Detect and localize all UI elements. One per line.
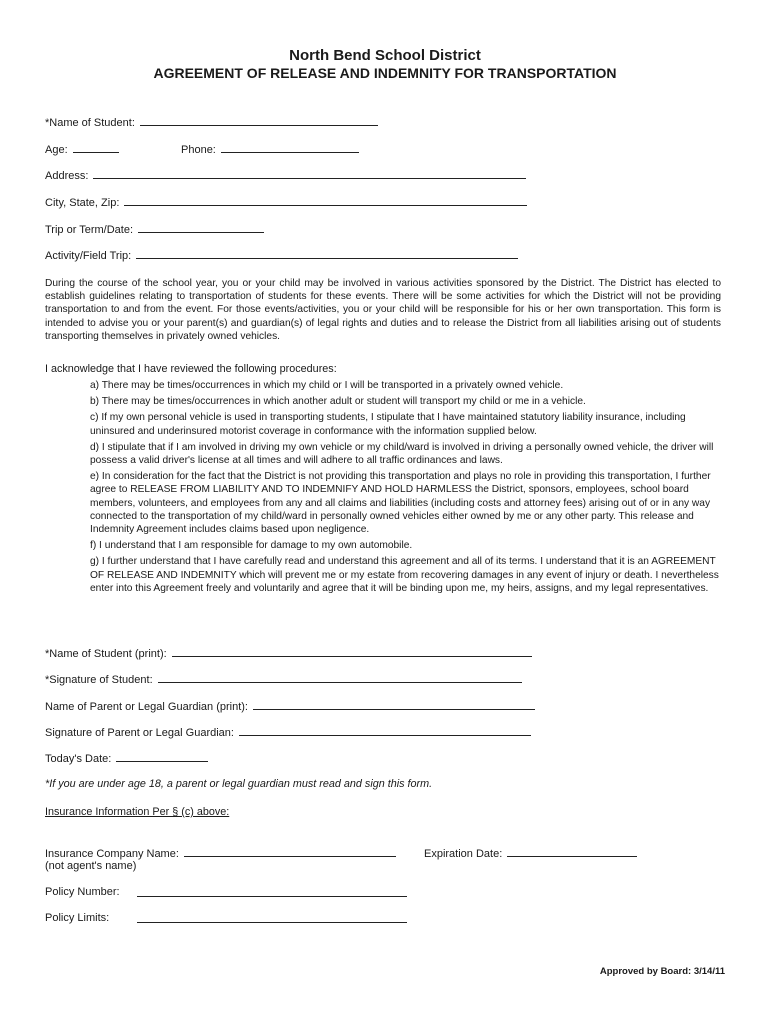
phone-row: [181, 142, 359, 156]
guardian-name-field[interactable]: [253, 699, 535, 710]
address-label: Address:: [45, 170, 89, 182]
intro-paragraph: During the course of the school year, you or your child may be involved in various activities sponsored by the District. The District has elected to establish guidelines relating to transportation of students for these events. There will be some activities for which the District will not be providing transportation to and from the event. For those events/activities, you or your child will be responsible for his or her own transportation. This form is intended to advise you or your parent(s) and guardian(s) of legal rights and duties and to release the District from all liabilities arising out of students transporting themselves in privately owned vehicles.: [45, 278, 721, 342]
student-signature-label: *Signature of Student:: [45, 674, 153, 686]
insurance-company-field[interactable]: [184, 846, 396, 857]
form-title: AGREEMENT OF RELEASE AND INDEMNITY FOR TRANSPORTATION: [153, 65, 617, 81]
insurance-company-sub: (not agent's name): [45, 860, 137, 872]
address-field[interactable]: [93, 168, 526, 179]
policy-number-field[interactable]: [137, 886, 407, 897]
age-row: [45, 142, 119, 156]
policy-limits-field[interactable]: [137, 912, 407, 923]
age-field[interactable]: [73, 142, 119, 153]
student-signature-field[interactable]: [158, 672, 522, 683]
city-row: [45, 195, 527, 209]
student-name-field[interactable]: [140, 115, 378, 126]
insurance-company-label: Insurance Company Name:: [45, 848, 179, 860]
policy-number-line: [135, 886, 407, 900]
expiration-row: [424, 846, 637, 860]
insurance-company-row: [45, 846, 396, 860]
age-note: *If you are under age 18, a parent or legal guardian must read and sign this form.: [45, 778, 433, 790]
trip-row: [45, 222, 264, 236]
activity-row: [45, 248, 518, 262]
address-row: [45, 168, 526, 182]
age-label: Age:: [45, 144, 68, 156]
student-print-row: [45, 646, 532, 660]
student-print-label: *Name of Student (print):: [45, 648, 167, 660]
city-field[interactable]: [124, 195, 527, 206]
procedure-item: e) In consideration for the fact that the District is not providing this transportation and plays no role in providing this transportation, I further agree to RELEASE FROM LIABILITY AND TO INDEMNIFY AND HOLD HARMLESS the District, sponsors, employees, school board members, volunteers, and employees from any and all claims and liabilities (including costs and attorney fees) arising out of or in any way connected to the transportation of my child/ward in personally owned vehicles either owned by me or any other party. This release and Indemnity Agreement includes claims based upon negligence.: [90, 471, 711, 536]
guardian-name-row: [45, 699, 535, 713]
guardian-signature-field[interactable]: [239, 725, 531, 736]
trip-field[interactable]: [138, 222, 264, 233]
phone-field[interactable]: [221, 142, 359, 153]
district-name: North Bend School District: [289, 47, 481, 64]
guardian-name-label: Name of Parent or Legal Guardian (print):: [45, 701, 248, 713]
procedures-list: [90, 379, 722, 598]
student-name-row: [45, 115, 378, 129]
procedure-item: f) I understand that I am responsible for damage to my own automobile.: [90, 540, 413, 552]
guardian-signature-row: [45, 725, 531, 739]
policy-limits-row: [45, 912, 109, 924]
expiration-field[interactable]: [507, 846, 637, 857]
policy-limits-label: Policy Limits:: [45, 912, 110, 924]
city-label: City, State, Zip:: [45, 197, 120, 209]
policy-limits-line: [135, 912, 407, 926]
procedure-item: c) If my own personal vehicle is used in transporting students, I stipulate that I have maintained statutory liability insurance, including uninsured and underinsured motorist coverage in conformance with the information supplied below.: [90, 412, 686, 437]
activity-field[interactable]: [136, 248, 518, 259]
procedure-item: g) I further understand that I have carefully read and understand this agreement and all of its terms. I understand that it is an AGREEMENT OF RELEASE AND INDEMNITY which will prevent me or my estate from recovering damages in any event of injury or death. I nevertheless enter into this Agreement freely and voluntarily and agree that it will be binding upon me, my heirs, assigns, and my legal representatives.: [90, 556, 719, 594]
phone-label: Phone:: [181, 144, 216, 156]
procedure-item: d) I stipulate that if I am involved in driving my own vehicle or my child/ward is involved in driving a personally owned vehicle, the driver will possess a valid driver's license at all times and will adhere to all traffic ordinances and laws.: [90, 441, 714, 467]
approval-note: Approved by Board: 3/14/11: [599, 966, 725, 977]
trip-label: Trip or Term/Date:: [45, 224, 134, 236]
procedure-item: b) There may be times/occurrences in which another adult or student will transport my child or me in a vehicle.: [90, 396, 586, 408]
student-signature-row: [45, 672, 522, 686]
procedure-item: a) There may be times/occurrences in which my child or I will be transported in a privately owned vehicle.: [90, 380, 564, 391]
policy-number-label: Policy Number:: [45, 886, 120, 898]
activity-label: Activity/Field Trip:: [45, 250, 132, 262]
insurance-heading: Insurance Information Per § (c) above:: [45, 806, 230, 818]
policy-number-row: [45, 886, 120, 898]
expiration-label: Expiration Date:: [424, 848, 503, 860]
guardian-signature-label: Signature of Parent or Legal Guardian:: [45, 727, 234, 739]
acknowledge-intro: I acknowledge that I have reviewed the following procedures:: [45, 363, 337, 375]
student-name-label: *Name of Student:: [45, 117, 135, 129]
date-label: Today's Date:: [45, 753, 112, 765]
date-field[interactable]: [116, 751, 208, 762]
date-row: [45, 751, 208, 765]
student-print-field[interactable]: [172, 646, 532, 657]
